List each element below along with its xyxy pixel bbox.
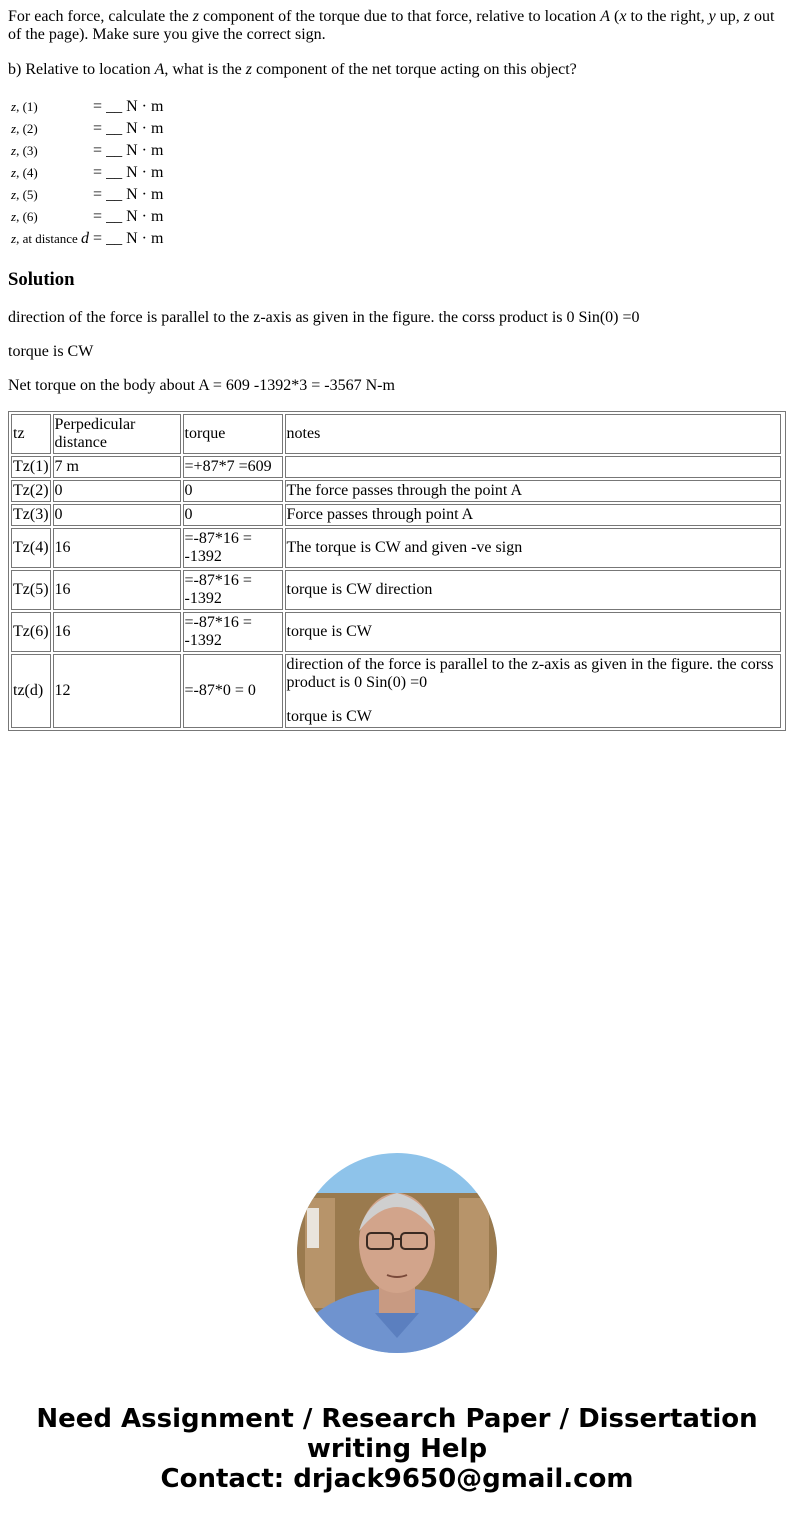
table-cell: Tz(1) [11,456,51,478]
intro-text: to the right, [626,8,709,25]
table-cell: Force passes through point A [285,504,781,526]
table-cell: Tz(5) [11,570,51,610]
table-header-row [11,414,781,454]
solution-table [9,412,783,730]
answer-label: z, (4) [11,165,38,180]
table-cell: Tz(3) [11,504,51,526]
answer-row [10,207,164,227]
intro-text: ( [610,8,620,25]
answer-row [10,163,164,183]
promo-footer [0,1404,794,1494]
table-cell: =-87*16 = -1392 [183,570,283,610]
header-cell: torque [183,414,283,454]
table-cell: Tz(4) [11,528,51,568]
table-cell: 12 [53,654,181,728]
header-cell: notes [285,414,781,454]
answer-list [8,95,166,251]
table-row [11,654,781,728]
answer-label: z, (5) [11,187,38,202]
header-cell: tz [11,414,51,454]
contact-line: Contact: drjack9650@gmail.com [160,1464,634,1494]
part-b-text: , what is the [164,61,246,78]
answer-value: = __ N · m [93,208,164,225]
answer-label: z, at distance d [11,230,90,247]
answer-value: = __ N · m [93,98,164,115]
table-cell: =-87*16 = -1392 [183,612,283,652]
part-b-text: component of the net torque acting on this object? [251,61,577,78]
table-cell: =-87*16 = -1392 [183,528,283,568]
header-cell: Perpedicular distance [53,414,181,454]
answer-row [10,97,164,117]
intro-text: For each force, calculate the [8,8,193,25]
intro-var: A [600,8,610,25]
answer-label: z, (1) [11,99,38,114]
intro-var: z [743,8,750,25]
intro-var: y [708,8,716,25]
answer-value: = __ N · m [93,164,164,181]
answer-row [10,229,164,249]
intro-text: up, [715,8,744,25]
avatar-portrait-image [297,1153,497,1353]
table-cell: 0 [53,504,181,526]
table-cell: 16 [53,528,181,568]
table-cell: 0 [183,480,283,502]
table-cell: 7 m [53,456,181,478]
table-cell: 16 [53,570,181,610]
table-cell [285,456,781,478]
solution-text: torque is CW [8,343,94,360]
table-cell [285,654,781,728]
avatar [297,1153,497,1353]
solution-text: direction of the force is parallel to the z-axis as given in the figure. the corss product is 0 Sin(0) =0 [8,309,640,326]
note-text: torque is CW [286,708,372,725]
table-cell: tz(d) [11,654,51,728]
table-row [11,528,781,568]
table-row [11,612,781,652]
part-b-text: b) Relative to location [8,61,155,78]
table-cell: =+87*7 =609 [183,456,283,478]
question-intro [8,8,786,44]
answer-value: = __ N · m [93,120,164,137]
note-text: direction of the force is parallel to the z-axis as given in the figure. the corss product is 0 Sin(0) =0 [286,656,774,691]
table-row [11,480,781,502]
intro-text: component of the torque due to that force, relative to location [199,8,601,25]
footer-line: Need Assignment / Research Paper / Dissertation [36,1404,758,1434]
table-cell: torque is CW [285,612,781,652]
part-b-var: z [245,61,252,78]
table-row [11,570,781,610]
table-cell: =-87*0 = 0 [183,654,283,728]
table-cell: The torque is CW and given -ve sign [285,528,781,568]
answer-row [10,141,164,161]
table-cell: Tz(6) [11,612,51,652]
answer-label: z, (3) [11,143,38,158]
table-cell: 0 [183,504,283,526]
intro-text: out of the page). Make sure you give the correct sign. [8,8,775,43]
table-cell: 16 [53,612,181,652]
table-cell: Tz(2) [11,480,51,502]
question-part-b [8,61,577,79]
answer-row [10,185,164,205]
answer-label: z, (6) [11,209,38,224]
answer-label: z, (2) [11,121,38,136]
table-cell: 0 [53,480,181,502]
answer-row [10,119,164,139]
net-torque-text: Net torque on the body about A = 609 -1392*3 = -3567 N-m [8,377,395,394]
intro-var: x [619,8,627,25]
table-row [11,456,781,478]
answer-value: = __ N · m [93,186,164,203]
footer-line: writing Help [306,1434,488,1464]
table-cell: The force passes through the point A [285,480,781,502]
answer-value: = __ N · m [93,142,164,159]
table-row [11,504,781,526]
solution-title: Solution [8,269,75,290]
intro-var: z [192,8,200,25]
answer-value: = __ N · m [93,230,164,247]
table-cell: torque is CW direction [285,570,781,610]
solution-table-frame [8,411,786,731]
part-b-var: A [154,61,165,78]
